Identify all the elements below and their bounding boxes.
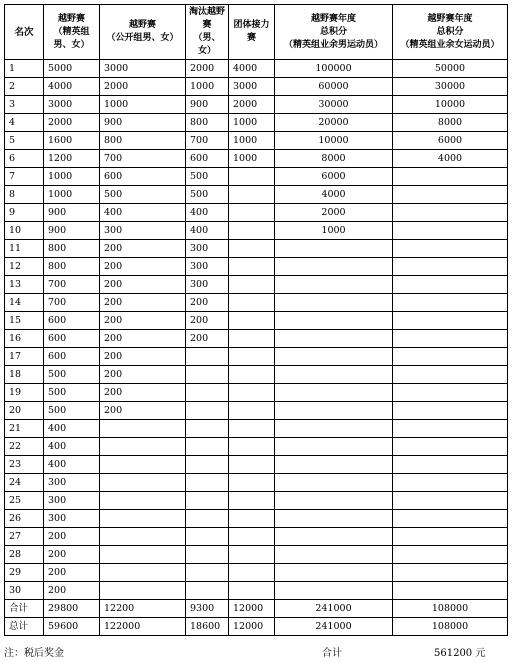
cell-elimination	[186, 438, 229, 456]
cell-relay	[229, 348, 275, 366]
cell-elite: 300	[44, 492, 100, 510]
cell-rank: 12	[5, 258, 44, 276]
cell-rank: 13	[5, 276, 44, 294]
table-row	[5, 438, 508, 456]
cell-elite: 1000	[44, 168, 100, 186]
cell-annual-female	[393, 312, 508, 330]
cell-annual-female: 30000	[393, 78, 508, 96]
cell-relay	[229, 366, 275, 384]
cell-elimination	[186, 348, 229, 366]
note-text: 注：税后奖金	[4, 648, 64, 659]
cell-relay	[229, 312, 275, 330]
cell-annual-female: 108000	[393, 600, 508, 618]
cell-annual-male	[275, 366, 393, 384]
cell-elite: 400	[44, 456, 100, 474]
cell-relay: 4000	[229, 60, 275, 78]
table-row	[5, 510, 508, 528]
cell-relay	[229, 384, 275, 402]
cell-relay: 1000	[229, 150, 275, 168]
table-row	[5, 384, 508, 402]
cell-open: 3000	[100, 60, 186, 78]
cell-open: 200	[100, 348, 186, 366]
cell-rank: 24	[5, 474, 44, 492]
cell-elite: 800	[44, 258, 100, 276]
grand-total-label: 合计	[322, 648, 342, 659]
table-row	[5, 546, 508, 564]
cell-relay	[229, 276, 275, 294]
cell-relay	[229, 294, 275, 312]
cell-elimination: 700	[186, 132, 229, 150]
cell-elite: 2000	[44, 114, 100, 132]
cell-annual-female	[393, 258, 508, 276]
cell-open: 900	[100, 114, 186, 132]
cell-open	[100, 582, 186, 600]
table-header-row	[5, 5, 508, 60]
cell-annual-male	[275, 258, 393, 276]
cell-rank: 5	[5, 132, 44, 150]
cell-elimination	[186, 510, 229, 528]
cell-elite: 600	[44, 348, 100, 366]
cell-annual-male	[275, 510, 393, 528]
cell-elite: 200	[44, 564, 100, 582]
cell-elimination	[186, 582, 229, 600]
cell-annual-male	[275, 474, 393, 492]
cell-rank: 11	[5, 240, 44, 258]
cell-annual-female	[393, 564, 508, 582]
cell-annual-female	[393, 528, 508, 546]
cell-elite: 200	[44, 546, 100, 564]
cell-open: 400	[100, 204, 186, 222]
cell-annual-female	[393, 168, 508, 186]
cell-elimination	[186, 456, 229, 474]
header-elite: 越野赛 （精英组男、女）	[44, 5, 100, 60]
cell-annual-female	[393, 222, 508, 240]
cell-elimination	[186, 492, 229, 510]
cell-annual-male	[275, 384, 393, 402]
cell-elite: 1000	[44, 186, 100, 204]
cell-open	[100, 564, 186, 582]
cell-elite: 700	[44, 276, 100, 294]
cell-open: 1000	[100, 96, 186, 114]
table-row	[5, 240, 508, 258]
cell-annual-female	[393, 546, 508, 564]
cell-elite: 5000	[44, 60, 100, 78]
table-row	[5, 276, 508, 294]
cell-elite: 200	[44, 582, 100, 600]
cell-annual-female	[393, 294, 508, 312]
cell-open: 200	[100, 402, 186, 420]
table-row	[5, 150, 508, 168]
cell-annual-female	[393, 492, 508, 510]
table-row	[5, 582, 508, 600]
cell-elimination	[186, 384, 229, 402]
cell-elimination: 600	[186, 150, 229, 168]
cell-rank: 合计	[5, 600, 44, 618]
cell-annual-female	[393, 240, 508, 258]
cell-annual-male: 2000	[275, 204, 393, 222]
cell-elimination: 300	[186, 240, 229, 258]
cell-elimination: 300	[186, 258, 229, 276]
table-row	[5, 420, 508, 438]
cell-open	[100, 456, 186, 474]
subtotal-row	[5, 600, 508, 618]
footer-note	[4, 646, 507, 662]
cell-relay	[229, 204, 275, 222]
cell-rank: 7	[5, 168, 44, 186]
cell-annual-male	[275, 348, 393, 366]
cell-annual-male: 4000	[275, 186, 393, 204]
cell-annual-female: 108000	[393, 618, 508, 636]
cell-rank: 4	[5, 114, 44, 132]
cell-elite: 200	[44, 528, 100, 546]
cell-annual-male	[275, 492, 393, 510]
cell-rank: 26	[5, 510, 44, 528]
cell-relay	[229, 510, 275, 528]
table-row	[5, 312, 508, 330]
cell-elite: 59600	[44, 618, 100, 636]
cell-rank: 19	[5, 384, 44, 402]
cell-open: 200	[100, 258, 186, 276]
cell-rank: 14	[5, 294, 44, 312]
table-row	[5, 402, 508, 420]
cell-annual-male: 60000	[275, 78, 393, 96]
cell-relay: 3000	[229, 78, 275, 96]
cell-relay: 1000	[229, 114, 275, 132]
cell-elimination: 2000	[186, 60, 229, 78]
table-body	[5, 60, 508, 636]
cell-annual-male	[275, 294, 393, 312]
cell-open: 200	[100, 384, 186, 402]
table-row	[5, 528, 508, 546]
cell-annual-female	[393, 420, 508, 438]
cell-elimination: 400	[186, 204, 229, 222]
cell-elite: 4000	[44, 78, 100, 96]
cell-relay	[229, 438, 275, 456]
cell-open	[100, 438, 186, 456]
table-row	[5, 186, 508, 204]
cell-annual-male	[275, 456, 393, 474]
cell-elite: 600	[44, 312, 100, 330]
cell-relay	[229, 564, 275, 582]
cell-open: 200	[100, 276, 186, 294]
table-row	[5, 474, 508, 492]
cell-elite: 300	[44, 510, 100, 528]
cell-relay: 1000	[229, 132, 275, 150]
cell-relay	[229, 258, 275, 276]
cell-annual-male	[275, 276, 393, 294]
cell-open: 500	[100, 186, 186, 204]
cell-open	[100, 420, 186, 438]
cell-elite: 300	[44, 474, 100, 492]
header-annual-male: 越野赛年度 总积分 （精英组业余男运动员）	[275, 5, 393, 60]
cell-annual-male	[275, 330, 393, 348]
cell-rank: 18	[5, 366, 44, 384]
cell-elimination: 500	[186, 168, 229, 186]
cell-rank: 23	[5, 456, 44, 474]
cell-rank: 21	[5, 420, 44, 438]
cell-relay	[229, 528, 275, 546]
cell-relay	[229, 420, 275, 438]
cell-open	[100, 492, 186, 510]
cell-elimination: 900	[186, 96, 229, 114]
cell-relay: 12000	[229, 618, 275, 636]
cell-open: 200	[100, 330, 186, 348]
cell-elimination: 200	[186, 330, 229, 348]
cell-relay	[229, 168, 275, 186]
cell-rank: 2	[5, 78, 44, 96]
cell-rank: 17	[5, 348, 44, 366]
cell-open: 2000	[100, 78, 186, 96]
cell-elimination: 200	[186, 294, 229, 312]
cell-rank: 8	[5, 186, 44, 204]
header-elimination: 淘汰越野赛 （男、女）	[186, 5, 229, 60]
cell-rank: 3	[5, 96, 44, 114]
header-open: 越野赛 （公开组男、女）	[100, 5, 186, 60]
cell-elimination: 300	[186, 276, 229, 294]
table-row	[5, 294, 508, 312]
cell-elimination: 500	[186, 186, 229, 204]
cell-annual-male: 100000	[275, 60, 393, 78]
cell-rank: 9	[5, 204, 44, 222]
cell-annual-female	[393, 204, 508, 222]
cell-elimination: 400	[186, 222, 229, 240]
cell-annual-male: 241000	[275, 618, 393, 636]
cell-open: 200	[100, 240, 186, 258]
table-row	[5, 348, 508, 366]
table-row	[5, 492, 508, 510]
cell-relay	[229, 492, 275, 510]
cell-open: 122000	[100, 618, 186, 636]
cell-elite: 400	[44, 438, 100, 456]
cell-annual-female: 50000	[393, 60, 508, 78]
table-row	[5, 132, 508, 150]
cell-annual-female: 4000	[393, 150, 508, 168]
table-row	[5, 168, 508, 186]
cell-open	[100, 474, 186, 492]
table-row	[5, 366, 508, 384]
total-row	[5, 618, 508, 636]
grand-total-value: 561200 元	[434, 648, 486, 659]
cell-annual-male: 6000	[275, 168, 393, 186]
table-row	[5, 114, 508, 132]
cell-annual-male: 20000	[275, 114, 393, 132]
cell-annual-female	[393, 402, 508, 420]
cell-elimination	[186, 564, 229, 582]
cell-rank: 6	[5, 150, 44, 168]
cell-open: 800	[100, 132, 186, 150]
cell-annual-male: 10000	[275, 132, 393, 150]
cell-rank: 1	[5, 60, 44, 78]
cell-rank: 27	[5, 528, 44, 546]
cell-open: 600	[100, 168, 186, 186]
cell-annual-male: 8000	[275, 150, 393, 168]
cell-open: 200	[100, 294, 186, 312]
cell-relay	[229, 456, 275, 474]
cell-annual-male	[275, 420, 393, 438]
cell-annual-male	[275, 438, 393, 456]
cell-open	[100, 546, 186, 564]
cell-rank: 10	[5, 222, 44, 240]
table-row	[5, 96, 508, 114]
cell-open: 300	[100, 222, 186, 240]
cell-elimination: 9300	[186, 600, 229, 618]
cell-relay: 2000	[229, 96, 275, 114]
cell-open: 700	[100, 150, 186, 168]
table-row	[5, 204, 508, 222]
table-row	[5, 456, 508, 474]
cell-elimination	[186, 420, 229, 438]
cell-elite: 600	[44, 330, 100, 348]
cell-annual-male: 1000	[275, 222, 393, 240]
cell-relay	[229, 474, 275, 492]
cell-open: 200	[100, 366, 186, 384]
cell-elite: 800	[44, 240, 100, 258]
header-annual-female: 越野赛年度 总积分 （精英组业余女运动员）	[393, 5, 508, 60]
prize-table-container	[4, 4, 507, 636]
cell-elite: 1200	[44, 150, 100, 168]
cell-elite: 900	[44, 204, 100, 222]
cell-elimination	[186, 546, 229, 564]
cell-relay	[229, 240, 275, 258]
cell-open: 200	[100, 312, 186, 330]
cell-annual-male	[275, 546, 393, 564]
cell-elite: 29800	[44, 600, 100, 618]
cell-annual-female	[393, 276, 508, 294]
cell-open	[100, 510, 186, 528]
cell-annual-female	[393, 510, 508, 528]
table-row	[5, 564, 508, 582]
cell-open	[100, 528, 186, 546]
cell-elimination	[186, 402, 229, 420]
cell-annual-female	[393, 348, 508, 366]
cell-annual-male	[275, 582, 393, 600]
cell-elimination: 200	[186, 312, 229, 330]
cell-annual-female	[393, 366, 508, 384]
cell-elimination: 18600	[186, 618, 229, 636]
cell-annual-male: 30000	[275, 96, 393, 114]
cell-rank: 15	[5, 312, 44, 330]
cell-rank: 22	[5, 438, 44, 456]
cell-annual-male	[275, 528, 393, 546]
cell-annual-female: 6000	[393, 132, 508, 150]
cell-annual-male: 241000	[275, 600, 393, 618]
cell-elite: 700	[44, 294, 100, 312]
cell-relay	[229, 330, 275, 348]
cell-elite: 1600	[44, 132, 100, 150]
cell-annual-female	[393, 186, 508, 204]
cell-relay	[229, 402, 275, 420]
cell-elimination: 800	[186, 114, 229, 132]
cell-rank: 25	[5, 492, 44, 510]
cell-annual-female	[393, 474, 508, 492]
table-row	[5, 60, 508, 78]
cell-elimination: 1000	[186, 78, 229, 96]
cell-annual-female	[393, 438, 508, 456]
cell-annual-female	[393, 330, 508, 348]
cell-relay	[229, 546, 275, 564]
cell-elite: 400	[44, 420, 100, 438]
cell-annual-male	[275, 564, 393, 582]
cell-rank: 总计	[5, 618, 44, 636]
cell-elimination	[186, 366, 229, 384]
cell-elite: 900	[44, 222, 100, 240]
cell-elimination	[186, 474, 229, 492]
cell-annual-male	[275, 312, 393, 330]
table-row	[5, 222, 508, 240]
cell-elimination	[186, 528, 229, 546]
cell-rank: 20	[5, 402, 44, 420]
cell-annual-female	[393, 456, 508, 474]
table-row	[5, 330, 508, 348]
cell-elite: 3000	[44, 96, 100, 114]
cell-rank: 28	[5, 546, 44, 564]
cell-relay	[229, 186, 275, 204]
cell-open: 12200	[100, 600, 186, 618]
table-row	[5, 258, 508, 276]
cell-rank: 16	[5, 330, 44, 348]
table-row	[5, 78, 508, 96]
cell-annual-male	[275, 240, 393, 258]
cell-relay	[229, 582, 275, 600]
cell-relay	[229, 222, 275, 240]
cell-rank: 29	[5, 564, 44, 582]
cell-rank: 30	[5, 582, 44, 600]
cell-relay: 12000	[229, 600, 275, 618]
cell-annual-female	[393, 582, 508, 600]
cell-elite: 500	[44, 366, 100, 384]
prize-table	[4, 4, 508, 636]
cell-annual-female: 10000	[393, 96, 508, 114]
cell-elite: 500	[44, 402, 100, 420]
cell-annual-female	[393, 384, 508, 402]
cell-elite: 500	[44, 384, 100, 402]
header-relay: 团体接力赛	[229, 5, 275, 60]
header-rank: 名次	[5, 5, 44, 60]
cell-annual-female: 8000	[393, 114, 508, 132]
cell-annual-male	[275, 402, 393, 420]
